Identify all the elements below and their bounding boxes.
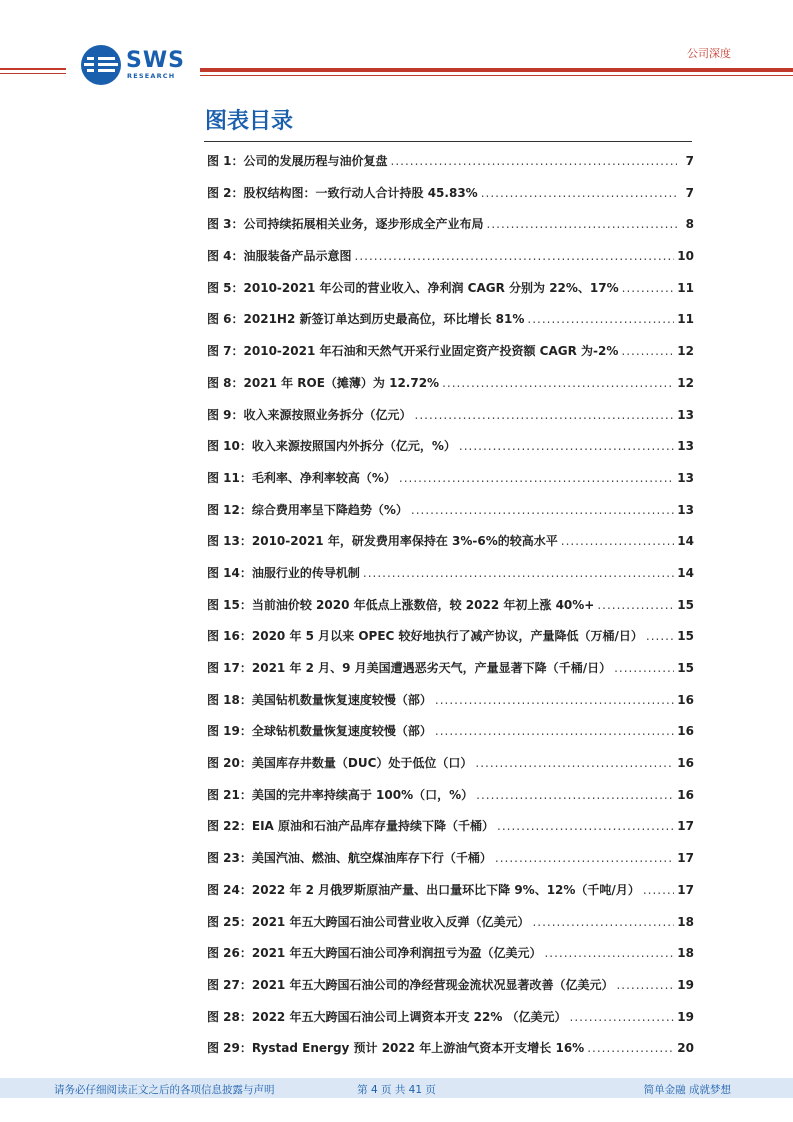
toc-entry[interactable]	[207, 596, 694, 628]
toc-entry-page[interactable]: 12	[677, 375, 694, 390]
toc-entry-label[interactable]: 图 6：2021H2 新签订单达到历史最高位，环比增长 81%	[207, 312, 525, 327]
toc-entry[interactable]	[207, 817, 694, 849]
toc-entry-page[interactable]: 12	[677, 344, 694, 359]
toc-entry[interactable]	[207, 279, 694, 311]
toc-entry-page[interactable]: 13	[677, 502, 694, 517]
toc-entry[interactable]	[207, 310, 694, 342]
toc-entry-label[interactable]: 图 23：美国汽油、燃油、航空煤油库存下行（千桶）	[207, 851, 492, 866]
toc-entry[interactable]	[207, 501, 694, 533]
toc-entry-page[interactable]: 16	[677, 724, 694, 739]
toc-entry-page[interactable]: 17	[677, 819, 694, 834]
toc-leader-dots	[597, 598, 674, 612]
toc-entry-page[interactable]: 8	[685, 217, 694, 232]
toc-entry-page[interactable]: 19	[677, 1009, 694, 1024]
toc-entry-label[interactable]: 图 7：2010-2021 年石油和天然气开采行业固定资产投资额 CAGR 为-2%	[207, 344, 619, 359]
toc-entry[interactable]	[207, 786, 694, 818]
toc-leader-dots	[532, 915, 674, 929]
toc-entry-label[interactable]: 图 14：油服行业的传导机制	[207, 565, 360, 580]
toc-entry-label[interactable]: 图 29：Rystad Energy 预计 2022 年上游油气资本开支增长 16%	[207, 1041, 585, 1056]
toc-entry-page[interactable]: 7	[685, 154, 694, 168]
toc-entry-label[interactable]: 图 25：2021 年五大跨国石油公司营业收入反弹（亿美元）	[207, 914, 530, 929]
report-type-label: 公司深度	[687, 47, 731, 60]
toc-leader-dots	[643, 883, 674, 897]
toc-leader-dots	[495, 851, 674, 865]
toc-entry-label[interactable]: 图 21：美国的完井率持续高于 100%（口，%）	[207, 787, 474, 802]
toc-entry[interactable]	[207, 1008, 694, 1040]
toc-entry[interactable]	[207, 342, 694, 374]
toc-leader-dots	[570, 1010, 675, 1024]
toc-entry-page[interactable]: 16	[677, 756, 694, 771]
toc-leader-dots	[481, 186, 677, 200]
toc-entry[interactable]	[207, 406, 694, 438]
toc-entry[interactable]	[207, 722, 694, 754]
header-rule-right	[200, 68, 793, 72]
header-rule-right-thin	[200, 75, 793, 76]
toc-entry-label[interactable]: 图 10：收入来源按照国内外拆分（亿元，%）	[207, 439, 456, 454]
toc-leader-dots	[391, 154, 677, 168]
toc-entry[interactable]	[207, 944, 694, 976]
toc-leader-dots	[399, 471, 674, 485]
toc-entry[interactable]	[207, 754, 694, 786]
toc-entry-label[interactable]: 图 22：EIA 原油和石油产品库存量持续下降（千桶）	[207, 819, 495, 834]
logo-subtitle: RESEARCH	[127, 72, 176, 80]
toc-leader-dots	[475, 756, 674, 770]
toc-entry-label[interactable]: 图 1：公司的发展历程与油价复盘	[207, 154, 388, 168]
toc-leader-dots	[527, 312, 674, 326]
toc-entry-label[interactable]: 图 9：收入来源按照业务拆分（亿元）	[207, 407, 412, 422]
toc-entry-label[interactable]: 图 16：2020 年 5 月以来 OPEC 较好地执行了减产协议，产量降低（万桶/日）	[207, 629, 643, 644]
toc-leader-dots	[355, 249, 675, 263]
toc-leader-dots	[614, 661, 674, 675]
toc-entry-page[interactable]: 17	[677, 851, 694, 866]
toc-entry[interactable]	[207, 691, 694, 723]
sws-logo-icon	[80, 44, 124, 86]
toc-entry-page[interactable]: 7	[685, 185, 694, 200]
toc-entry-label[interactable]: 图 13：2010-2021 年，研发费用率保持在 3%-6%的较高水平	[207, 534, 558, 549]
toc-entry-label[interactable]: 图 24：2022 年 2 月俄罗斯原油产量、出口量环比下降 9%、12%（千吨/月）	[207, 882, 640, 897]
toc-entry-page[interactable]: 15	[677, 597, 694, 612]
footer-page-number: 第 4 页 共 41 页	[357, 1084, 436, 1096]
toc-leader-dots	[459, 439, 674, 453]
toc-entry[interactable]	[207, 849, 694, 881]
toc-entry-page[interactable]: 14	[677, 565, 694, 580]
toc-entry-page[interactable]: 15	[677, 661, 694, 675]
toc-entry-page[interactable]: 13	[677, 407, 694, 422]
toc-entry-page[interactable]: 13	[677, 439, 694, 454]
toc-leader-dots	[622, 281, 675, 295]
toc-entry-label[interactable]: 图 2：股权结构图：一致行动人合计持股 45.83%	[207, 185, 478, 200]
toc-entry-page[interactable]: 18	[677, 914, 694, 929]
toc-entry-page[interactable]: 17	[677, 882, 694, 897]
footer-disclaimer: 请务必仔细阅读正文之后的各项信息披露与声明	[54, 1084, 275, 1096]
toc-entry-page[interactable]: 10	[677, 249, 694, 264]
toc-entry-page[interactable]: 18	[677, 946, 694, 961]
toc-leader-dots	[497, 819, 674, 833]
toc-leader-dots	[442, 376, 674, 390]
toc-leader-dots	[435, 693, 674, 707]
toc-leader-dots	[411, 503, 674, 517]
toc-entry[interactable]	[207, 152, 694, 184]
toc-entry-page[interactable]: 16	[677, 787, 694, 802]
toc-leader-dots	[561, 534, 675, 548]
toc-entry[interactable]	[207, 184, 694, 216]
toc-entry[interactable]	[207, 659, 694, 691]
toc-entry-label[interactable]: 图 19：全球钻机数量恢复速度较慢（部）	[207, 724, 432, 739]
toc-leader-dots	[476, 788, 674, 802]
toc-entry-page[interactable]: 16	[677, 692, 694, 707]
toc-entry[interactable]	[207, 437, 694, 469]
toc-leader-dots	[646, 629, 674, 643]
title-divider	[204, 141, 692, 142]
toc-entry[interactable]	[207, 881, 694, 913]
toc-entry-label[interactable]: 图 3：公司持续拓展相关业务，逐步形成全产业布局	[207, 217, 484, 232]
toc-entry-page[interactable]: 14	[677, 534, 694, 549]
toc-entry[interactable]	[207, 532, 694, 564]
toc-entry[interactable]	[207, 247, 694, 279]
footer-slogan: 简单金融 成就梦想	[643, 1084, 731, 1096]
toc-entry-label[interactable]: 图 27：2021 年五大跨国石油公司的净经营现金流状况显著改善（亿美元）	[207, 977, 614, 992]
toc-entry-page[interactable]: 13	[677, 470, 694, 485]
toc-entry-label[interactable]: 图 17：2021 年 2 月、9 月美国遭遇恶劣天气，产量显著下降（千桶/日）	[207, 661, 612, 675]
header-rule-left	[0, 68, 66, 70]
toc-entry-label[interactable]: 图 26：2021 年五大跨国石油公司净利润扭亏为盈（亿美元）	[207, 946, 542, 961]
toc-leader-dots	[435, 724, 674, 738]
toc-entry-label[interactable]: 图 5：2010-2021 年公司的营业收入、净利润 CAGR 分别为 22%、17%	[207, 280, 619, 295]
toc-entry-label[interactable]: 图 20：美国库存井数量（DUC）处于低位（口）	[207, 756, 473, 771]
toc-entry[interactable]	[207, 469, 694, 501]
toc-entry-page[interactable]: 19	[677, 977, 694, 992]
toc-entry-label[interactable]: 图 28：2022 年五大跨国石油公司上调资本开支 22% （亿美元）	[207, 1009, 567, 1024]
toc-leader-dots	[363, 566, 674, 580]
toc-leader-dots	[621, 344, 674, 358]
toc-entry[interactable]	[207, 627, 694, 659]
toc-entry-label[interactable]: 图 8：2021 年 ROE（摊薄）为 12.72%	[207, 375, 440, 390]
toc-leader-dots	[587, 1041, 674, 1055]
toc-entry[interactable]	[207, 976, 694, 1008]
toc-entry[interactable]	[207, 913, 694, 945]
toc-entry-page[interactable]: 11	[677, 312, 694, 327]
toc-entry[interactable]	[207, 215, 694, 247]
table-of-figures	[207, 152, 694, 1071]
toc-leader-dots	[415, 408, 675, 422]
toc-leader-dots	[616, 978, 674, 992]
toc-leader-dots	[544, 946, 674, 960]
toc-leader-dots	[487, 217, 677, 231]
page-title: 图表目录	[205, 109, 294, 134]
toc-entry-page[interactable]: 15	[677, 629, 694, 644]
toc-entry-page[interactable]: 20	[677, 1041, 694, 1056]
toc-entry-label[interactable]: 图 4：油服装备产品示意图	[207, 249, 352, 264]
header-rule-left-thin	[0, 73, 66, 74]
toc-entry-label[interactable]: 图 12：综合费用率呈下降趋势（%）	[207, 502, 408, 517]
toc-entry-label[interactable]: 图 18：美国钻机数量恢复速度较慢（部）	[207, 692, 432, 707]
toc-entry[interactable]	[207, 374, 694, 406]
toc-entry[interactable]	[207, 1039, 694, 1071]
toc-entry[interactable]	[207, 564, 694, 596]
toc-entry-page[interactable]: 11	[677, 280, 694, 295]
toc-entry-label[interactable]: 图 11：毛利率、净利率较高（%）	[207, 470, 396, 485]
logo-wordmark: SWS	[126, 48, 185, 73]
toc-entry-label[interactable]: 图 15：当前油价较 2020 年低点上涨数倍，较 2022 年初上涨 40%+	[207, 597, 595, 612]
